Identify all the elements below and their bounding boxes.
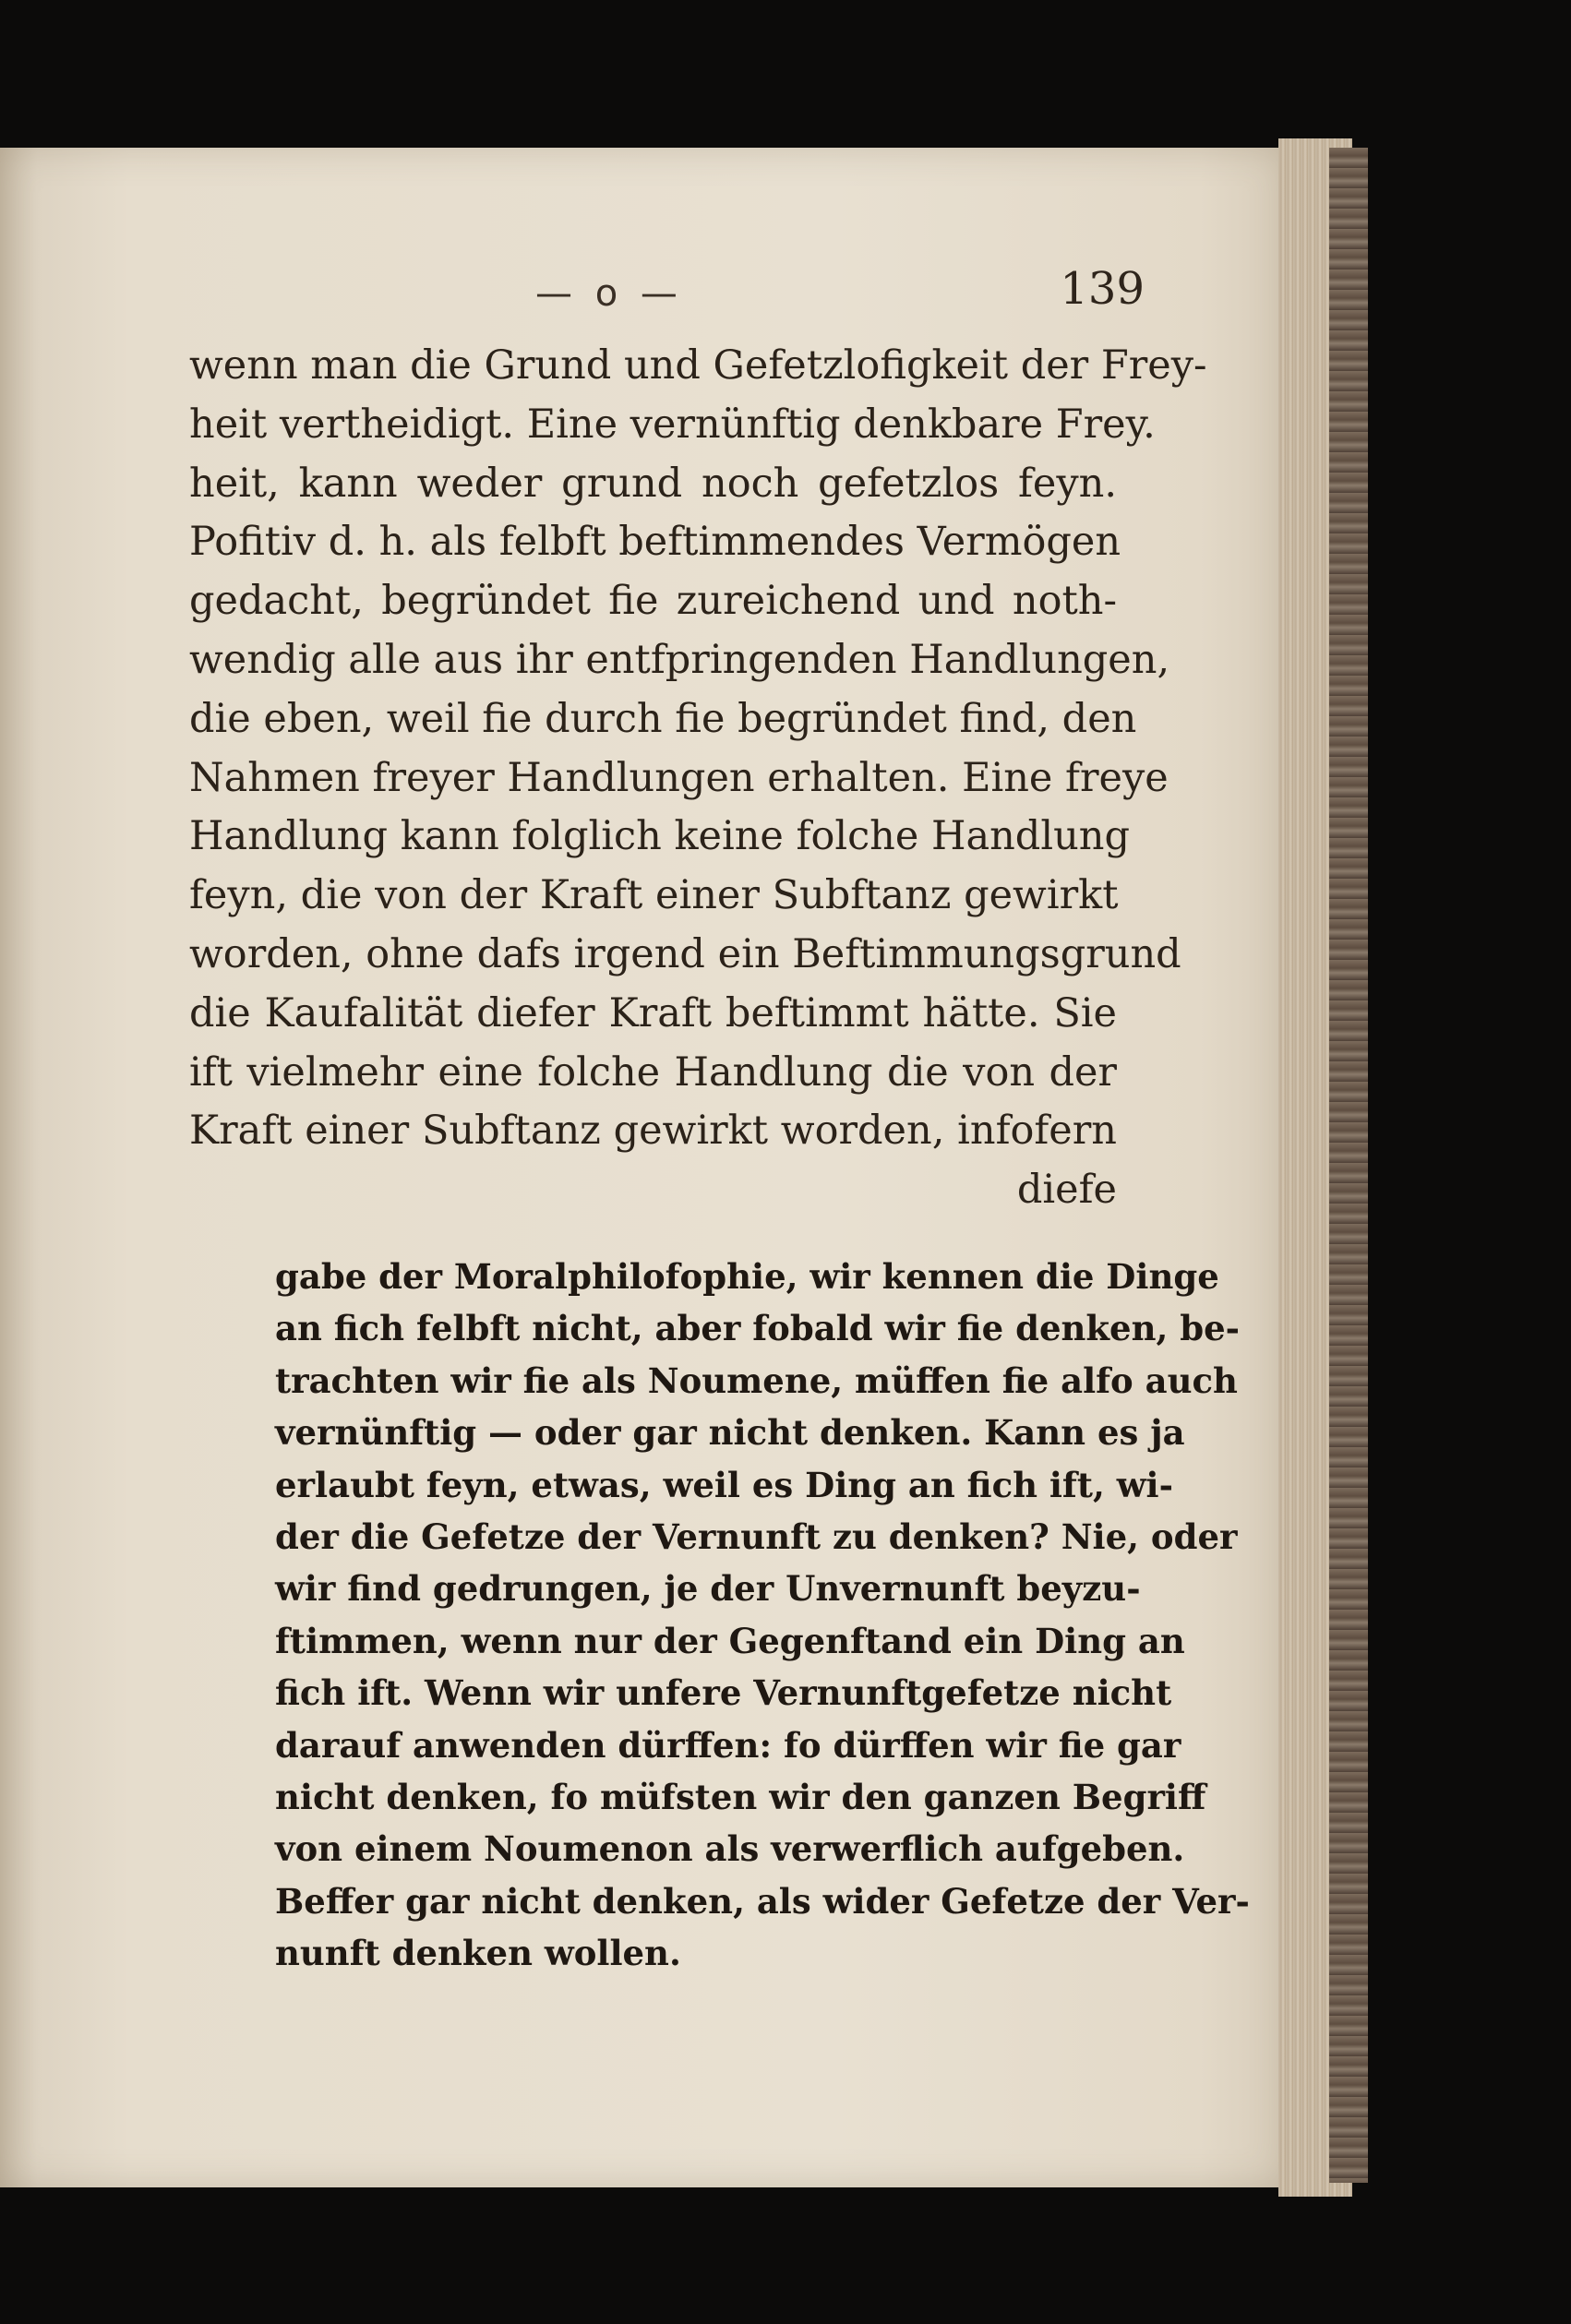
footnote-line: nunft denken wollen. <box>275 1933 681 1974</box>
footnote-line: vernünftig — oder gar nicht denken. Kann es ja <box>275 1412 1185 1454</box>
main-line: heit, kann weder grund noch gefetzlos feyn. <box>189 460 1117 507</box>
main-line: feyn, die von der Kraft einer Subftanz gewirkt <box>189 872 1119 919</box>
footnote-line: wir find gedrungen, je der Unvernunft beyzu- <box>275 1568 1141 1610</box>
footnote-line: trachten wir fie als Noumene, müffen fie alfo auch <box>275 1360 1238 1401</box>
main-line: heit vertheidigt. Eine vernünftig denkbare Frey. <box>189 401 1156 448</box>
main-line: gedacht, begründet fie zureichend und noth- <box>189 578 1117 625</box>
main-line: worden, ohne dafs irgend ein Beftimmungsgrund <box>189 930 1181 977</box>
catchword: diefe <box>1016 1167 1117 1214</box>
page-number: 139 <box>1060 263 1145 315</box>
footnote-line: an fich felbft nicht, aber fobald wir fie denken, be- <box>275 1308 1241 1349</box>
main-line: Kraft einer Subftanz gewirkt worden, infofern <box>189 1108 1117 1155</box>
footnote-line: fich ift. Wenn wir unfere Vernunftgefetze nicht <box>275 1672 1172 1714</box>
book-spine <box>1329 148 1368 2183</box>
footnote-line: nicht denken, fo müfsten wir den ganzen Begriff <box>275 1777 1206 1818</box>
footnote <box>275 1251 1250 1980</box>
main-line: Nahmen freyer Handlungen erhalten. Eine freye <box>189 754 1169 801</box>
main-line: Handlung kann folglich keine folche Handlung <box>189 813 1131 860</box>
footnote-line: Beffer gar nicht denken, als wider Gefetze der Ver- <box>275 1880 1250 1922</box>
main-line: wenn man die Grund und Gefetzlofigkeit der Frey- <box>189 342 1207 389</box>
footnote-line: von einem Noumenon als verwerflich aufgeben. <box>275 1828 1185 1870</box>
main-line: wendig alle aus ihr entfpringenden Handlungen, <box>189 636 1170 683</box>
main-line: Pofitiv d. h. als felbft beftimmendes Vermögen <box>189 519 1121 566</box>
main-line: die Kaufalität diefer Kraft beftimmt hätte. Sie <box>189 989 1117 1036</box>
footnote-line: ftimmen, wenn nur der Gegenftand ein Ding an <box>275 1620 1185 1661</box>
footnote-line: erlaubt feyn, etwas, weil es Ding an fich ift, wi- <box>275 1464 1173 1505</box>
running-header <box>535 263 1145 318</box>
main-line: ift vielmehr eine folche Handlung die von der <box>189 1048 1117 1096</box>
main-text <box>189 337 1207 1220</box>
footnote-line: darauf anwenden dürffen: fo dürffen wir fie gar <box>275 1724 1181 1766</box>
footnote-line: der die Gefetze der Vernunft zu denken? Nie, oder <box>275 1516 1238 1558</box>
footnote-line: gabe der Moralphilofophie, wir kennen die Dinge <box>275 1256 1219 1297</box>
header-ornament: — o — <box>535 272 683 315</box>
main-line: die eben, weil fie durch fie begründet find, den <box>189 695 1137 742</box>
